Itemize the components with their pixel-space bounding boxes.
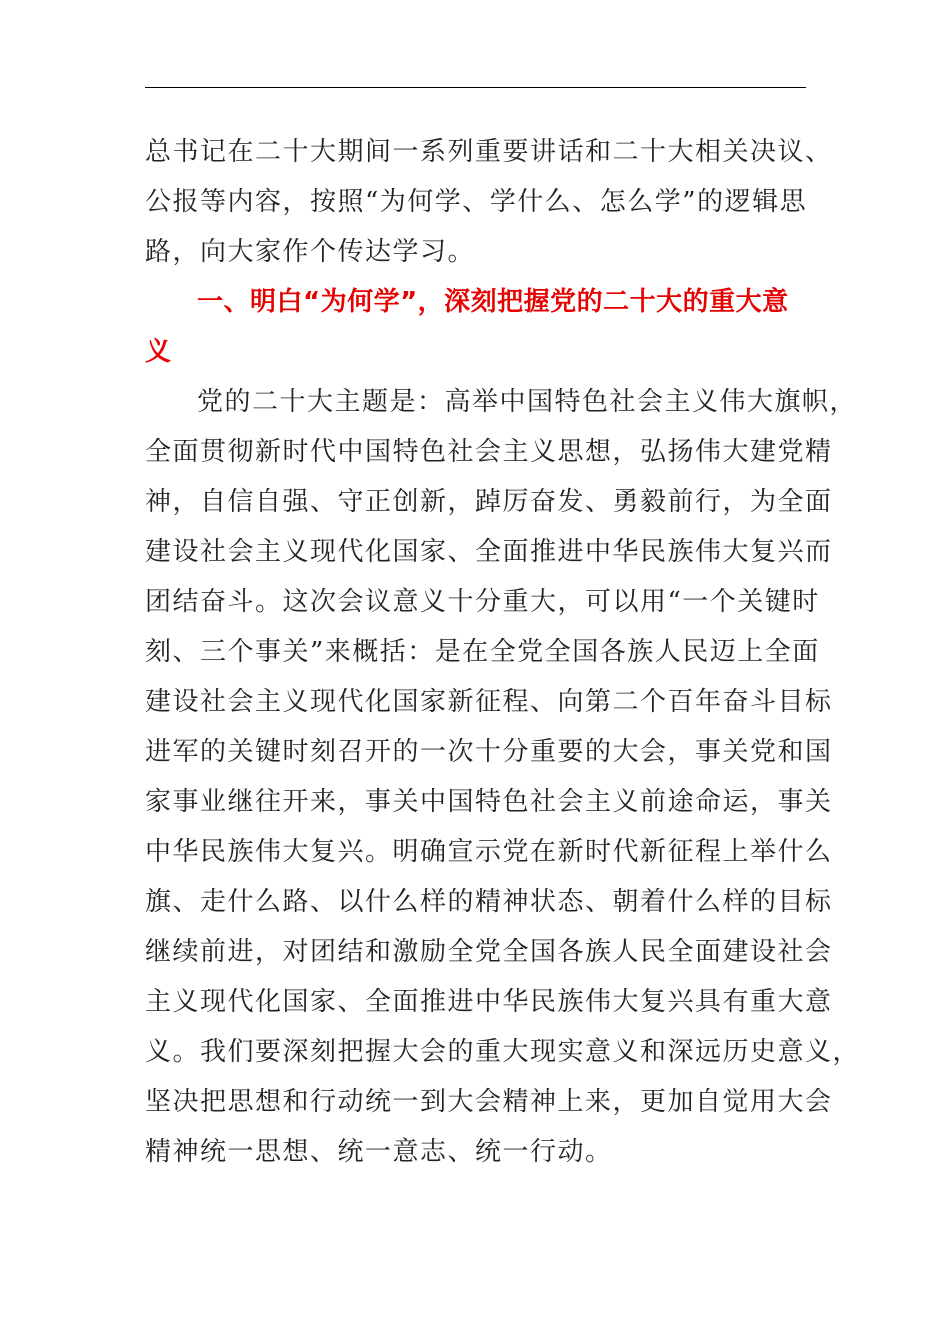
text-line: 进军的关键时刻召开的一次十分重要的大会，事关党和国 — [145, 737, 833, 767]
text-line: 党的二十大主题是：高举中国特色社会主义伟大旗帜， — [197, 387, 858, 417]
header-rule — [145, 87, 806, 88]
heading-line: 一、明白“为何学”，深刻把握党的二十大的重大意 — [197, 287, 789, 317]
text-line: 义。我们要深刻把握大会的重大现实意义和深远历史意义， — [145, 1037, 861, 1067]
text-line: 继续前进，对团结和激励全党全国各族人民全面建设社会 — [145, 937, 833, 967]
text-line: 建设社会主义现代化国家、全面推进中华民族伟大复兴而 — [145, 537, 833, 567]
text-line: 家事业继往开来，事关中国特色社会主义前途命运，事关 — [145, 787, 833, 817]
text-line: 坚决把思想和行动统一到大会精神上来，更加自觉用大会 — [145, 1087, 833, 1117]
text-line: 神，自信自强、守正创新，踔厉奋发、勇毅前行，为全面 — [145, 487, 833, 517]
text-line: 中华民族伟大复兴。明确宣示党在新时代新征程上举什么 — [145, 837, 833, 867]
section-heading — [145, 277, 807, 377]
text-line: 团结奋斗。这次会议意义十分重大，可以用“一个关键时 — [145, 587, 820, 617]
text-line: 总书记在二十大期间一系列重要讲话和二十大相关决议、 — [145, 137, 833, 167]
text-line: 主义现代化国家、全面推进中华民族伟大复兴具有重大意 — [145, 987, 833, 1017]
text-line: 精神统一思想、统一意志、统一行动。 — [145, 1137, 613, 1167]
text-line: 建设社会主义现代化国家新征程、向第二个百年奋斗目标 — [145, 687, 833, 717]
body-paragraph — [145, 377, 861, 1177]
continuation-paragraph — [145, 127, 833, 277]
text-line: 全面贯彻新时代中国特色社会主义思想，弘扬伟大建党精 — [145, 437, 833, 467]
text-line: 旗、走什么路、以什么样的精神状态、朝着什么样的目标 — [145, 887, 833, 917]
heading-line: 义 — [145, 337, 172, 367]
text-line: 公报等内容，按照“为何学、学什么、怎么学”的逻辑思 — [145, 187, 808, 217]
text-line: 路，向大家作个传达学习。 — [145, 237, 476, 267]
text-line: 刻、三个事关”来概括：是在全党全国各族人民迈上全面 — [145, 637, 820, 667]
